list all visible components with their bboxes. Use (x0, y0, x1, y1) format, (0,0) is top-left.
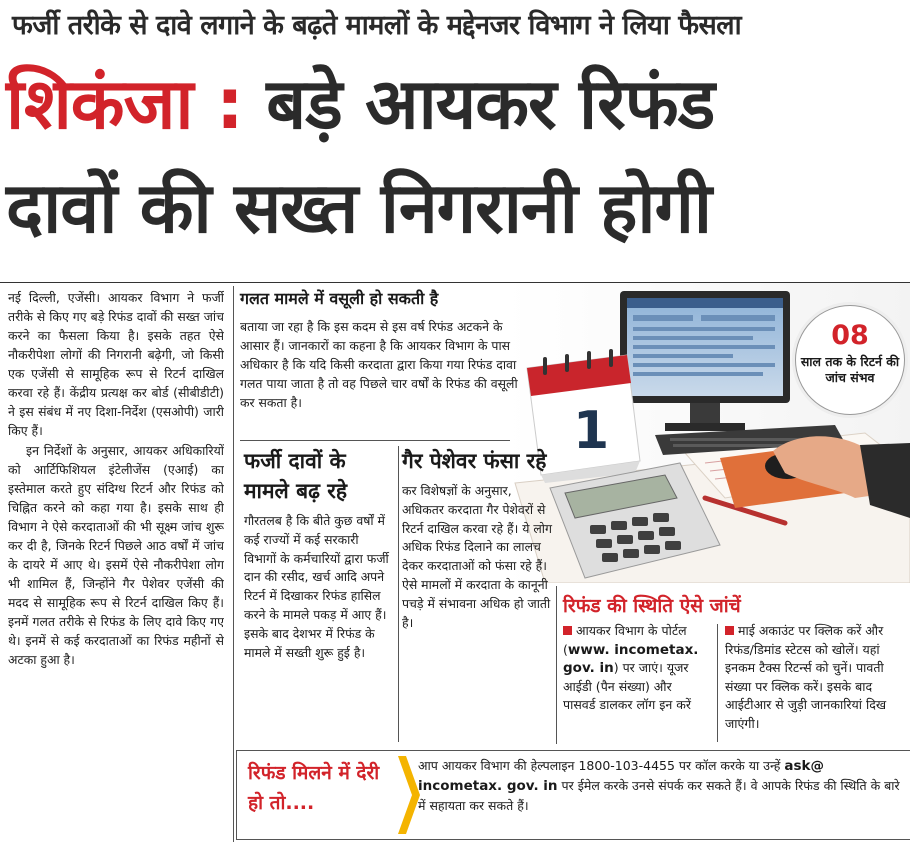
years-badge (795, 305, 905, 415)
status-step-2 (725, 622, 905, 734)
headline-rest: बड़े आयकर रिफंड (242, 63, 715, 145)
status-step-2-text: माई अकाउंट पर क्लिक करें और रिफंड/डिमांड स्टेटस को खोलें। यहां इनकम टैक्स रिटर्न्स को चुनें। पावती संख्या पर क्लिक करें। इसके बाद आईटीआर से जुड़ी जानकारियां दिख जाएंगी। (725, 623, 887, 731)
red-square-bullet-icon (725, 626, 734, 635)
calendar-day-text: 1 (573, 401, 610, 461)
recovery-box (240, 287, 535, 435)
fake-claims-text: गौरतलब है कि बीते कुछ वर्षों में कई राज्यों में कई सरकारी विभागों के कर्मचारियों द्वारा फर्जी दान की रसीद, खर्च आदि अपने रिटर्न में दिखाकर रिफंड हासिल करने के मामले पकड़ में आए हैं। इसके बाद देशभर में रिफंड के मामले में सख्ती शुरू हुई है। (244, 513, 389, 660)
non-professional-heading: गैर पेशेवर फंसा रहे (402, 449, 547, 473)
refund-delay-text (418, 756, 906, 815)
badge-label: साल तक के रिटर्न की जांच संभव (800, 354, 900, 385)
status-step-1-pre: आयकर विभाग के पोर्टल ( (563, 623, 687, 657)
main-headline-line2: दावों की सख्त निगरानी होगी (6, 167, 712, 249)
portal-website: www. incometax. gov. in (563, 641, 699, 677)
main-headline-line1 (6, 56, 906, 152)
status-step-1 (563, 622, 703, 715)
left-column-body (8, 288, 224, 844)
kicker-headline: फर्जी तरीके से दावे लगाने के बढ़ते मामलों के मद्देनजर विभाग ने लिया फैसला (12, 10, 742, 41)
left-paragraph-2: इन निर्देशों के अनुसार, आयकर अधिकारियों को आर्टिफिशियल इंटेलीजेंस (एआई) का इस्तेमाल करते हुए संदिग्ध रिटर्न और रिफंड को चिह्नित करने को कहा गया है। इसके साथ ही विभाग ने ऐसे करदाताओं की भी सूक्ष्म जांच शुरू कर दी है, जिनके रिटर्न पिछले आठ वर्षों में जांच के दायरे में आए थे। इसमें ऐसे नौकरीपेशा लोग भी शामिल हैं, जिन्होंने गैर पेशेवर एजेंसी की मदद से सामूहिक रूप से रिटर्न दाखिल किए हैं। इनमें गलत तरीके से रिफंड के लिए दावे किए गए थे। इनमें से कई करदाताओं का रिफंड महीनों से अटका हुआ है। (8, 443, 224, 667)
helpline-text-2: पर ईमेल करके उनसे संपर्क कर सकते हैं। वे आपके रिफंड की स्थिति के बारे में सहायता कर सकते हैं। (418, 778, 900, 813)
helpline-text: आप आयकर विभाग की हेल्पलाइन 1800-103-4455 पर कॉल करके या उन्हें (418, 758, 785, 773)
refund-status-heading: रिफंड की स्थिति ऐसे जांचें (563, 595, 741, 617)
help-email: ask@ incometax. gov. in (418, 758, 824, 794)
red-square-bullet-icon (563, 626, 572, 635)
fake-claims-box (244, 446, 394, 746)
non-professional-box (402, 446, 552, 746)
recovery-text: बताया जा रहा है कि इस कदम से इस वर्ष रिफंड अटकने के आसार हैं। जानकारों का कहना है कि आयकर विभाग के पास अधिकार है कि यदि किसी करदाता द्वारा किया गया रिफंड दावा गलत पाया जाता है तो वह पिछले चार वर्षों के रिफंड की वसूली कर सकता है। (240, 319, 518, 410)
non-professional-text: कर विशेषज्ञों के अनुसार, अधिकतर करदाता गैर पेशेवरों से रिटर्न दाखिल करवा रहे हैं। ये लोग अधिक रिफंड दिलाने का लालच देकर करदाताओं को फंसा रहे हैं। ऐसे मामलों में करदाता के कानूनी पचड़े में संभावना अधिक हो जाती है। (402, 483, 552, 630)
refund-delay-heading: रिफंड मिलने में देरी हो तो.... (248, 762, 380, 814)
fake-claims-heading: फर्जी दावों के मामले बढ़ रहे (244, 449, 347, 503)
recovery-heading: गलत मामले में वसूली हो सकती है (240, 289, 439, 308)
status-step-1-post: ) पर जाएं। यूजर आईडी (पैन संख्या) और पासवर्ड डालकर लॉग इन करें (563, 660, 691, 713)
left-paragraph-1: नई दिल्ली, एजेंसी। आयकर विभाग ने फर्जी तरीके से किए गए बड़े रिफंड दावों की सख्त जांच करने का फैसला किया है। इसके तहत ऐसे नौकरीपेशा लोगों की निगरानी बढ़ेगी, जो किसी एक एजेंसी से सामूहिक रूप से रिटर्न दाखिल करवा रहे हैं। केंद्रीय प्रत्यक्ष कर बोर्ड (सीबीडीटी) ने इस संबंध में नए दिशा-निर्देश (एसओपी) जारी किए हैं। (8, 290, 224, 438)
refund-delay-box (236, 750, 910, 842)
headline-red-word: शिकंजा : (6, 63, 243, 145)
badge-number: 08 (831, 320, 869, 351)
